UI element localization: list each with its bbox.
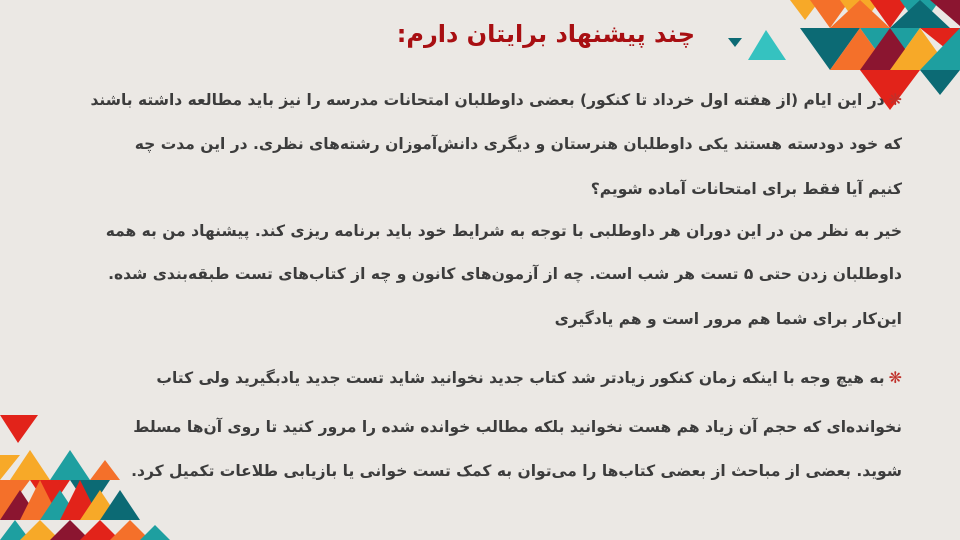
bullet-icon: ❋ <box>888 368 902 387</box>
paragraph1-line3: کنیم آیا فقط برای امتحانات آماده شویم؟ <box>590 180 902 198</box>
paragraph1-line2: که خود دودسته هستند یکی داوطلبان هنرستان و دیگری دانش‌آموزان رشته‌های نظری. در این مدت چه <box>134 135 902 153</box>
paragraph3-line1 <box>156 368 902 387</box>
slide-title: چند پیشنهاد برایتان دارم: <box>396 20 695 48</box>
paragraph1-line1-text: در این ایام (از هفته اول خرداد تا کنکور) بعضی داوطلبان امتحانات مدرسه را نیز باید مطالعه داشته باشند <box>90 91 885 109</box>
paragraph3-line1-text: به هیچ وجه با اینکه زمان کنکور زیادتر شد کتاب جدید نخوانید شاید تست جدید یادبگیرید ولی کتاب <box>156 369 885 387</box>
small-triangle-accent <box>728 38 742 47</box>
paragraph3-line3: شوید. بعضی از مباحث از بعضی کتاب‌ها را می‌توان به کمک تست خوانی یا بازیابی طلاعات تکمیل کرد. <box>131 462 902 480</box>
paragraph2-line1: خیر به نظر من در این دوران هر داوطلبی با توجه به شرایط خود باید برنامه ریزی کند. پیشنهاد من به همه <box>105 222 902 240</box>
paragraph2-line3: این‌کار برای شما هم مرور است و هم یادگیری <box>554 310 902 328</box>
paragraph3-line2: نخوانده‌ای که حجم آن زیاد هم هست نخوانید بلکه مطالب خوانده شده را مرور کنید تا روی آن‌ها مسلط <box>133 418 902 436</box>
teal-triangle-accent <box>748 30 786 60</box>
bullet-icon: ❋ <box>888 90 902 109</box>
paragraph2-line2: داوطلبان زدن حتی ۵ تست هر شب است. چه از آزمون‌های کانون و چه از کتاب‌های تست طبقه‌بندی شده. <box>108 265 902 283</box>
paragraph1-line1 <box>90 90 902 109</box>
